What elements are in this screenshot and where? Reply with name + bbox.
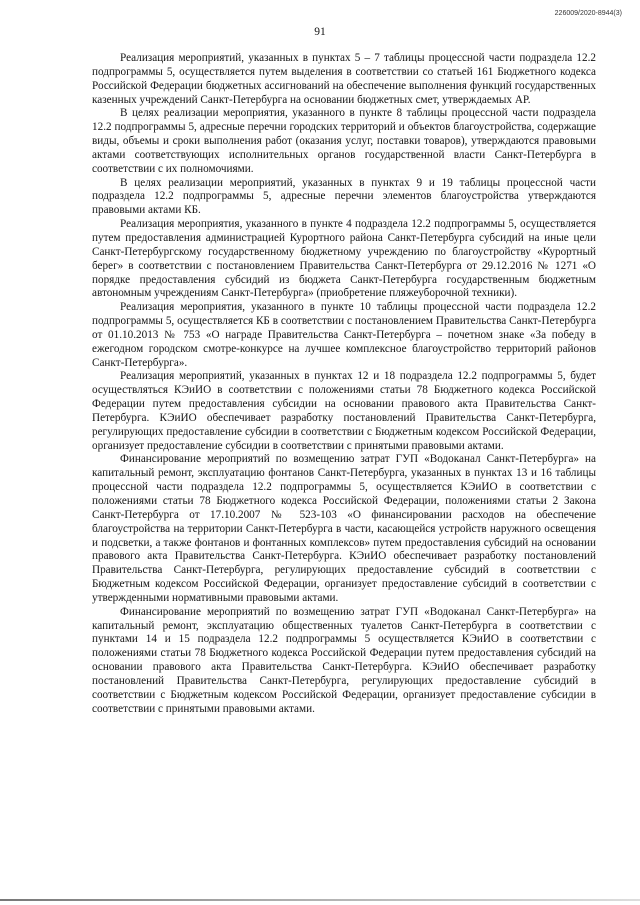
- page-number: 91: [314, 26, 326, 38]
- document-body: [92, 52, 596, 717]
- paragraph: Финансирование мероприятий по возмещению затрат ГУП «Водоканал Санкт-Петербурга» на капитальный ремонт, эксплуатацию общественных туалетов Санкт-Петербурга в соответствии с пунктами 14 и 15 подраздела 12.2 подпрограммы 5 осуществляется КЭиИО в соответствии с положениями статьи 78 Бюджетного кодекса Российской Федерации путем предоставления субсидий на основании правового акта Правительства Санкт-Петербурга. КЭиИО обеспечивает разработку постановлений Правительства Санкт-Петербурга, регулирующих предоставление субсидий в соответствии с Бюджетным кодексом Российской Федерации, организует предоставление субсидии в соответствии с принятыми правовыми актами.: [92, 605, 596, 715]
- document-id: 226009/2020-8944(3): [554, 10, 622, 17]
- paragraph: Финансирование мероприятий по возмещению затрат ГУП «Водоканал Санкт-Петербурга» на капитальный ремонт, эксплуатацию фонтанов Санкт-Петербурга, указанных в пунктах 13 и 16 таблицы процессной части подраздела 12.2 подпрограммы 5, осуществляется КЭиИО в соответствии с положениями статьи 78 Бюджетного кодекса Российской Федерации, положениями статьи 2 Закона Санкт-Петербурга от 17.10.2007 № 523-103 «О финансировании расходов на обеспечение благоустройства на территории Санкт-Петербурга в части, касающейся устройств наружного освещения и подсветки, а также фонтанов и фонтанных комплексов» путем предоставления субсидий на основании правового акта Правительства Санкт-Петербурга. КЭиИО обеспечивает разработку постановлений Правительства Санкт-Петербурга, регулирующих предоставление субсидий в соответствии с Бюджетным кодексом Российской Федерации, организует предоставление субсидий в соответствии с утвержденными нормативными правовыми актами.: [92, 453, 596, 604]
- paragraph: В целях реализации мероприятия, указанного в пункте 8 таблицы процессной части подраздела 12.2 подпрограммы 5, адресные перечни городских территорий и объектов благоустройства, содержащие виды, объемы и сроки выполнения работ (оказания услуг, поставки товаров), утверждаются правовыми актами соответствующих исполнительных органов государственной власти Санкт-Петербурга в соответствии с их полномочиями.: [92, 107, 596, 175]
- paragraph: Реализация мероприятий, указанных в пунктах 12 и 18 подраздела 12.2 подпрограммы 5, будет осуществляться КЭиИО в соответствии с положениями статьи 78 Бюджетного кодекса Российской Федерации путем предоставления субсидии на основании правового акта Правительства Санкт-Петербурга. КЭиИО обеспечивает разработку постановлений Правительства Санкт-Петербурга, регулирующих предоставление субсидии в соответствии с Бюджетным кодексом Российской Федерации, организует предоставление субсидии в соответствии с принятыми правовыми актами.: [92, 370, 596, 452]
- paragraph: Реализация мероприятия, указанного в пункте 4 подраздела 12.2 подпрограммы 5, осуществляется путем предоставления администрацией Курортного района Санкт-Петербурга субсидий на иные цели Санкт-Петербургскому государственному бюджетному учреждению по благоустройству «Курортный берег» в соответствии с постановлением Правительства Санкт-Петербурга от 29.12.2016 № 1271 «О порядке предоставления субсидий из бюджета Санкт-Петербурга государственным бюджетным автономным учреждениям Санкт-Петербурга» (приобретение пляжеуборочной техники).: [92, 218, 596, 300]
- paragraph: В целях реализации мероприятий, указанных в пунктах 9 и 19 таблицы процессной части подраздела 12.2 подпрограммы 5, адресные перечни элементов благоустройства утверждаются правовыми актами КБ.: [92, 176, 596, 217]
- paragraph: Реализация мероприятия, указанного в пункте 10 таблицы процессной части подраздела 12.2 подпрограммы 5, осуществляется КБ в соответствии с постановлением Правительства Санкт-Петербурга от 01.10.2013 № 753 «О награде Правительства Санкт-Петербурга – почетном знаке «За победу в ежегодном городском смотре-конкурсе на лучшее комплексное благоустройство территорий районов Санкт-Петербурга».: [92, 301, 596, 369]
- paragraph: Реализация мероприятий, указанных в пунктах 5 – 7 таблицы процессной части подраздела 12.2 подпрограммы 5, осуществляется путем выделения в соответствии со статьей 161 Бюджетного кодекса Российской Федерации бюджетных ассигнований на обеспечение выполнения функций государственных казенных учреждений Санкт-Петербурга на основании бюджетных смет, утверждаемых АР.: [92, 52, 596, 106]
- scan-edge-line: [0, 899, 640, 901]
